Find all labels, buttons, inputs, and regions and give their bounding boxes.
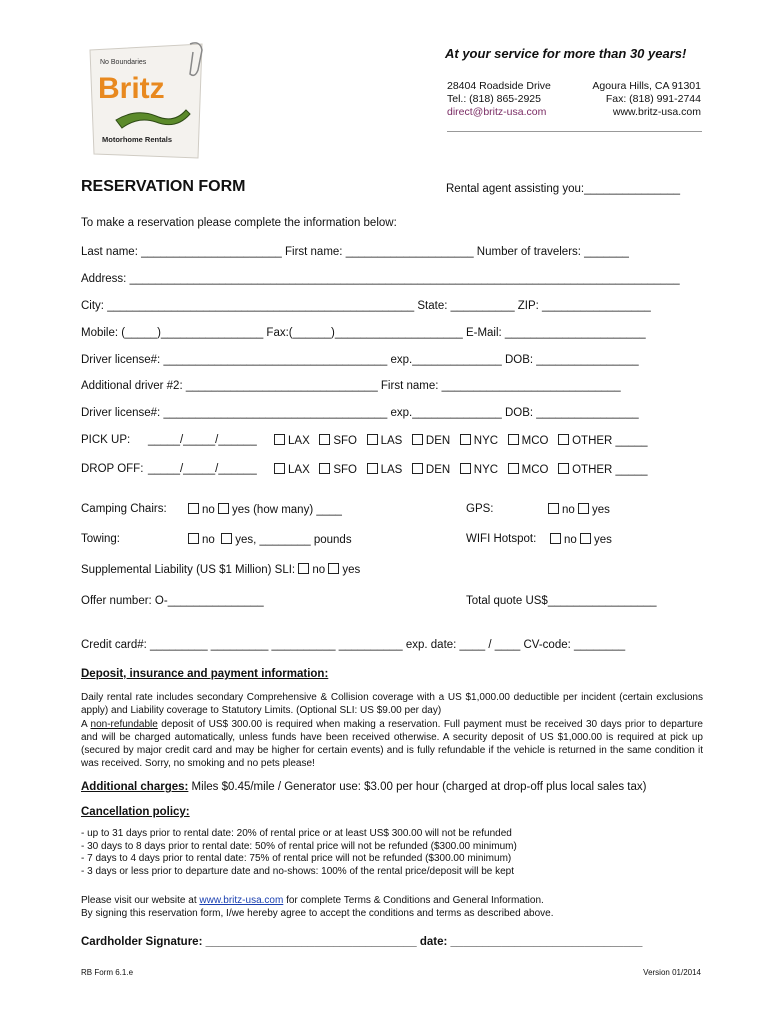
credit-card-line[interactable]: Credit card#: _________ _________ __________ __________ exp. date: ____ / ____ CV-code: ________ (81, 639, 626, 651)
britz-logo (86, 42, 206, 162)
checkbox[interactable] (188, 503, 199, 514)
form-title: RESERVATION FORM (81, 178, 246, 195)
cancellation-list (81, 828, 517, 878)
checkbox[interactable] (580, 533, 591, 544)
city-line[interactable]: City: ________________________________________________ State: __________ ZIP: _________________ (81, 300, 651, 312)
dropoff-label: DROP OFF: (81, 463, 144, 475)
checkbox[interactable] (367, 434, 378, 445)
checkbox[interactable] (460, 463, 471, 474)
address-right: Agoura Hills, CA 91301 Fax: (818) 991-2744 www.britz-usa.com (560, 80, 701, 119)
checkbox[interactable] (558, 463, 569, 474)
pickup-date[interactable]: _____/_____/______ (148, 434, 257, 446)
checkbox[interactable] (412, 463, 423, 474)
agent-field[interactable]: Rental agent assisting you:_______________ (446, 183, 681, 195)
dropoff-date[interactable]: _____/_____/______ (148, 463, 257, 475)
address-left: 28404 Roadside Drive Tel.: (818) 865-2925 direct@britz-usa.com (447, 80, 551, 118)
dropoff-locations: LAX SFO LAS DEN NYC MCO OTHER _____ (274, 463, 648, 476)
contact-line[interactable]: Mobile: (_____)________________ Fax:(______)____________________ E-Mail: ______________________ (81, 327, 646, 339)
sli-row: Supplemental Liability (US $1 Million) SLI: no yes (81, 564, 361, 576)
checkbox[interactable] (508, 434, 519, 445)
license2-line[interactable]: Driver license#: ___________________________________ exp.______________ DOB: ________________ (81, 407, 639, 419)
checkbox[interactable] (367, 463, 378, 474)
checkbox[interactable] (328, 563, 339, 574)
checkbox[interactable] (508, 463, 519, 474)
license-line[interactable]: Driver license#: ___________________________________ exp.______________ DOB: ________________ (81, 354, 639, 366)
website-note: Please visit our website at www.britz-usa.com for complete Terms & Conditions and General Information. (81, 895, 544, 906)
name-line[interactable]: Last name: ______________________ First name: ____________________ Number of travelers: _______ (81, 246, 629, 258)
additional-charges: Additional charges: Miles $0.45/mile / Generator use: $3.00 per hour (charged at drop-off plus local sales tax) (81, 781, 647, 793)
checkbox[interactable] (412, 434, 423, 445)
list-item: - up to 31 days prior to rental date: 20% of rental price or at least US$ 300.00 will not be refunded (81, 828, 512, 839)
offer-field[interactable]: Offer number: O-_______________ (81, 595, 264, 607)
checkbox[interactable] (558, 434, 569, 445)
signature-line[interactable]: Cardholder Signature: _________________________________ date: ______________________________ (81, 936, 643, 948)
checkbox[interactable] (274, 463, 285, 474)
total-field[interactable]: Total quote US$_________________ (466, 595, 657, 607)
header-rule (447, 131, 702, 132)
deposit-heading: Deposit, insurance and payment information: (81, 668, 329, 680)
svg-text:No Boundaries: No Boundaries (100, 59, 147, 66)
towing-label: Towing: (81, 533, 120, 545)
camping-options: no yes (how many) ____ (188, 503, 342, 516)
gps-label: GPS: (466, 503, 494, 515)
email-link[interactable]: direct@britz-usa.com (447, 106, 547, 118)
svg-text:Motorhome Rentals: Motorhome Rentals (102, 135, 173, 144)
list-item: - 3 days or less prior to departure date and no-shows: 100% of the rental price/deposit will be kept (81, 865, 515, 877)
checkbox[interactable] (460, 434, 471, 445)
deposit-paragraph-2: A non-refundable deposit of US$ 300.00 is required when making a reservation. Full payment must be received 30 days prior to departure and will be charged automatically, unless funds have been received otherwise. A security deposit of US $1,000.00 is required at pick up (secured by major credit card and may be higher for certain events) and is fully refundable if the vehicle is returned in the same condition it was received. Sorry, no smoking and no pets please! (81, 719, 703, 769)
list-item: - 30 days to 8 days prior to rental date: 50% of rental price will not be refunded ($300.00 minimum) (81, 840, 517, 852)
cancellation-heading: Cancellation policy: (81, 806, 190, 818)
camping-label: Camping Chairs: (81, 503, 167, 515)
website-text[interactable]: www.britz-usa.com (612, 106, 701, 118)
checkbox[interactable] (548, 503, 559, 514)
checkbox[interactable] (218, 503, 229, 514)
checkbox[interactable] (188, 533, 199, 544)
checkbox[interactable] (274, 434, 285, 445)
list-item: - 7 days to 4 days prior to rental date: 75% of rental price will not be refunded ($300.00 minimum) (81, 853, 512, 864)
version: Version 01/2014 (643, 968, 701, 977)
deposit-paragraph-1: Daily rental rate includes secondary Comprehensive & Collision coverage with a US $1,000.00 deductible per incident (certain exclusions apply) and Liability coverage to Statutory Limits. (Optional SLI: US $9.00 per day) (81, 692, 703, 716)
wifi-label: WIFI Hotspot: (466, 533, 537, 545)
intro-text: To make a reservation please complete the information below: (81, 217, 397, 229)
checkbox[interactable] (298, 563, 309, 574)
tagline: At your service for more than 30 years! (445, 46, 687, 61)
checkbox[interactable] (319, 463, 330, 474)
wifi-options: no yes (550, 533, 612, 546)
checkbox[interactable] (578, 503, 589, 514)
website-link[interactable]: www.britz-usa.com (199, 895, 284, 906)
pickup-label: PICK UP: (81, 434, 131, 446)
address-line[interactable]: Address: ______________________________________________________________________________________ (81, 273, 680, 285)
gps-options: no yes (548, 503, 610, 516)
checkbox[interactable] (319, 434, 330, 445)
towing-options: no yes, ________ pounds (188, 533, 352, 546)
additional-driver-line[interactable]: Additional driver #2: ______________________________ First name: ____________________________ (81, 380, 621, 392)
form-id: RB Form 6.1.e (81, 968, 134, 977)
pickup-locations: LAX SFO LAS DEN NYC MCO OTHER _____ (274, 434, 648, 447)
agreement-text: By signing this reservation form, I/we hereby agree to accept the conditions and terms as described above. (81, 908, 554, 919)
checkbox[interactable] (550, 533, 561, 544)
svg-text:Britz: Britz (98, 72, 165, 105)
checkbox[interactable] (221, 533, 232, 544)
